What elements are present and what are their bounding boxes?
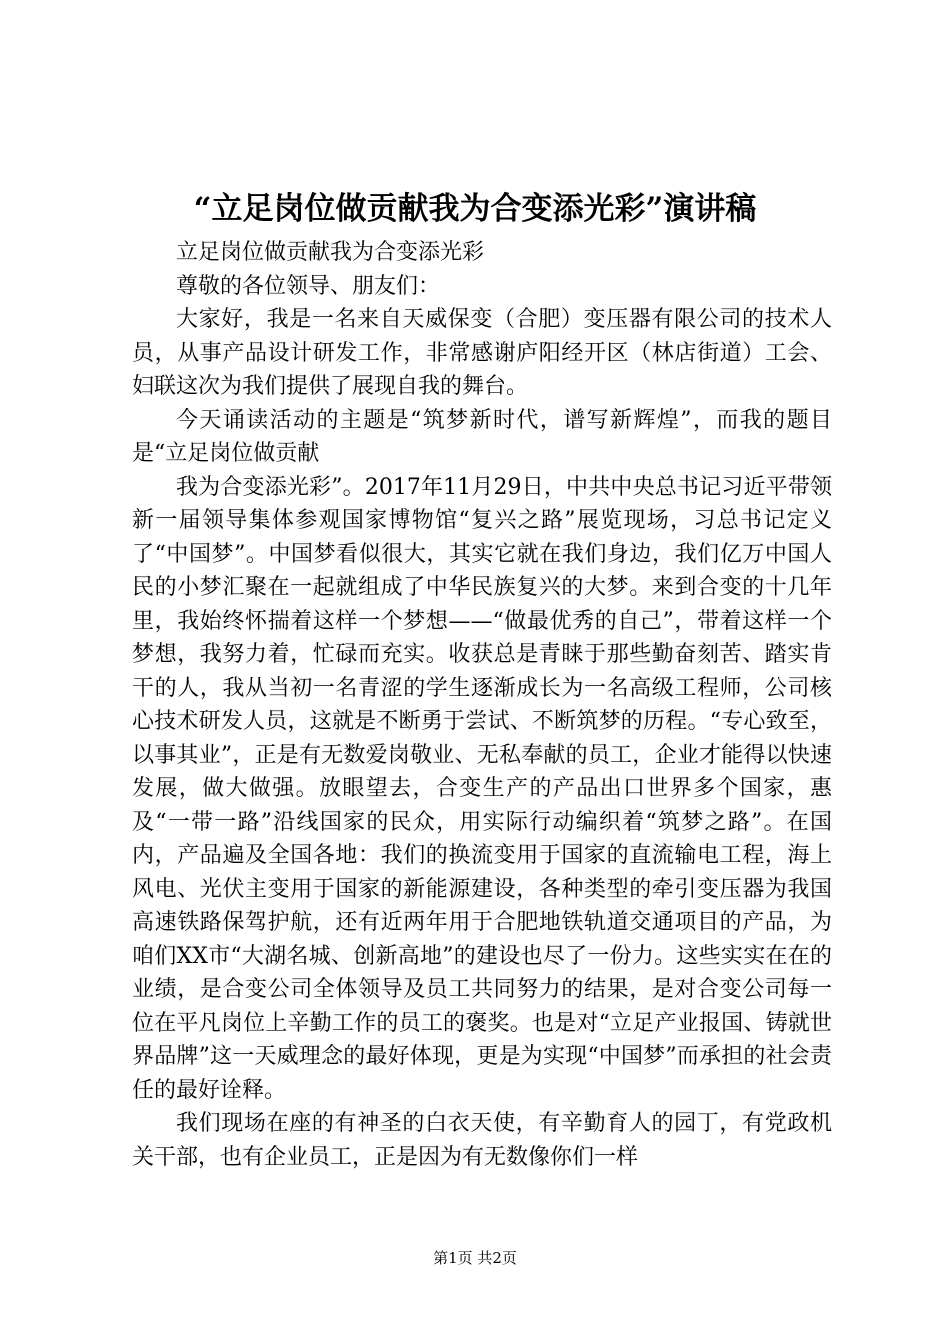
page-footer: 第1页 共2页 (433, 1249, 517, 1267)
body-paragraph: 大家好，我是一名来自天威保变（合肥）变压器有限公司的技术人员，从事产品设计研发工作，非常感谢庐阳经开区（林店街道）工会、妇联这次为我们提供了展现自我的舞台。 (132, 307, 832, 399)
body-paragraph-subtitle: 立足岗位做贡献我为合变添光彩 (176, 240, 485, 265)
document-body (132, 236, 832, 1174)
body-paragraph-salutation: 尊敬的各位领导、朋友们： (176, 273, 441, 299)
document-title: “立足岗位做贡献我为合变添光彩”演讲稿 (193, 191, 757, 227)
body-paragraph: 今天诵读活动的主题是“筑梦新时代，谱写新辉煌”，而我的题目是“立足岗位做贡献 (132, 407, 832, 466)
body-paragraph: 我们现场在座的有神圣的白衣天使，有辛勤育人的园丁，有党政机关干部，也有企业员工，正是因为有无数像你们一样 (132, 1111, 832, 1170)
body-paragraph: 我为合变添光彩”。2017年11月29日，中共中央总书记习近平带领新一届领导集体参观国家博物馆“复兴之路”展览现场，习总书记定义了“中国梦”。中国梦看似很大，其实它就在我们身边，我们亿万中国人民的小梦汇聚在一起就组成了中华民族复兴的大梦。来到合变的十几年里，我始终怀揣着这样一个梦想——“做最优秀的自己”，带着这样一个梦想，我努力着，忙碌而充实。收获总是青睐于那些勤奋刻苦、踏实肯干的人，我从当初一名青涩的学生逐渐成长为一名高级工程师，公司核心技术研发人员，这就是不断勇于尝试、不断筑梦的历程。“专心致至，以事其业”，正是有无数爱岗敬业、无私奉献的员工，企业才能得以快速发展，做大做强。放眼望去，合变生产的产品出口世界多个国家，惠及“一带一路”沿线国家的民众，用实际行动编织着“筑梦之路”。在国内，产品遍及全国各地：我们的换流变用于国家的直流输电工程，海上风电、光伏主变用于国家的新能源建设，各种类型的牵引变压器为我国高速铁路保驾护航，还有近两年用于合肥地铁轨道交通项目的产品，为咱们XX市“大湖名城、创新高地”的建设也尽了一份力。这些实实在在的业绩，是合变公司全体领导及员工共同努力的结果，是对合变公司每一位在平凡岗位上辛勤工作的员工的褒奖。也是对“立足产业报国、铸就世界品牌”这一天威理念的最好体现，更是为实现“中国梦”而承担的社会责任的最好诠释。 (132, 474, 832, 1103)
